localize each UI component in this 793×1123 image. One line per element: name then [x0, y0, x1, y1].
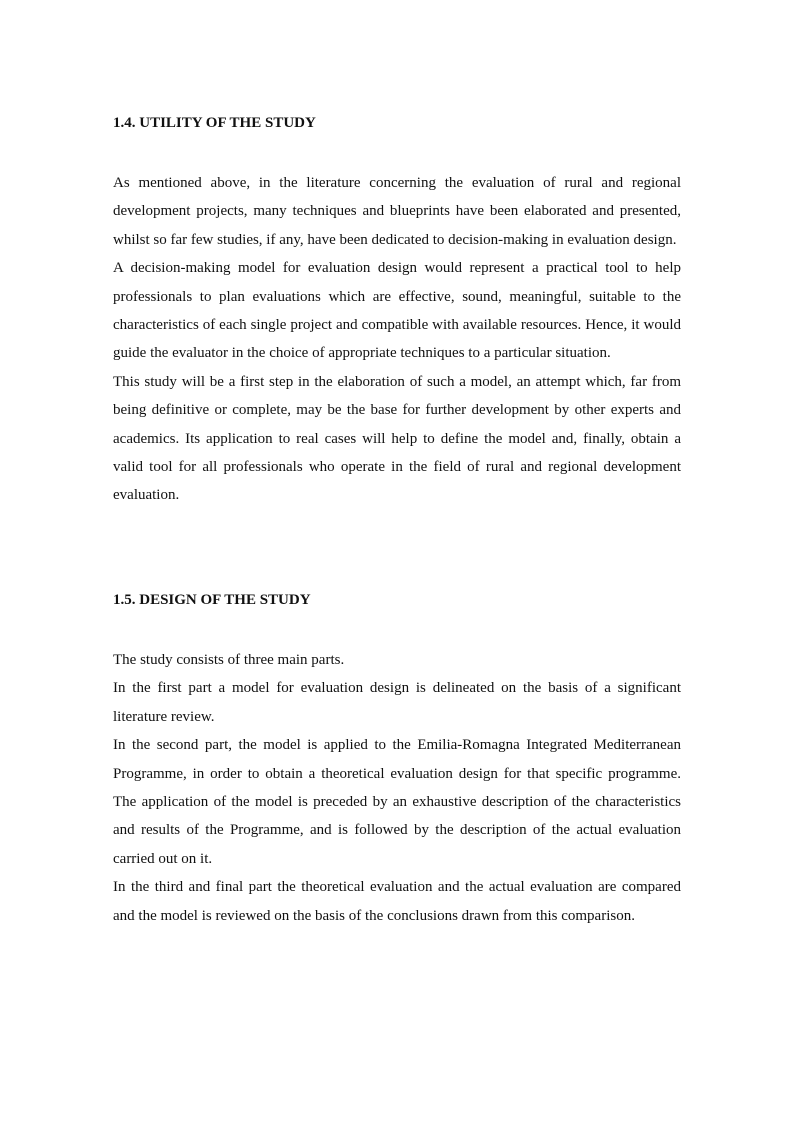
document-page — [113, 113, 681, 930]
paragraph: In the second part, the model is applied to the Emilia-Romagna Integrated Mediterranean Programme, in order to obtain a theoretical evaluation design for that specific programme. The application of the model is preceded by an exhaustive description of the characteristics and results of the Programme, and is followed by the description of the actual evaluation carried out on it. — [113, 737, 681, 867]
paragraph: This study will be a first step in the elaboration of such a model, an attempt which, far from being definitive or complete, may be the base for further development by other experts and academics. Its application to real cases will help to define the model and, finally, obtain a valid tool for all professionals who operate in the field of rural and regional development evaluation. — [113, 373, 681, 504]
paragraph: A decision-making model for evaluation design would represent a practical tool to help professionals to plan evaluations which are effective, sound, meaningful, suitable to the characteristics of each single project and compatible with available resources. Hence, it would guide the evaluator in the choice of appropriate techniques to a particular situation. — [113, 260, 681, 362]
section-body-utility — [113, 169, 681, 510]
paragraph: As mentioned above, in the literature concerning the evaluation of rural and regional development projects, many techniques and blueprints have been elaborated and presented, whilst so far few studies, if any, have been dedicated to decision-making in evaluation design. — [113, 175, 681, 248]
paragraph: In the first part a model for evaluation design is delineated on the basis of a significant literature review. — [113, 680, 681, 725]
section-body-design — [113, 646, 681, 930]
paragraph: The study consists of three main parts. — [113, 651, 345, 668]
section-heading-utility: 1.4. UTILITY OF THE STUDY — [113, 115, 316, 131]
paragraph: In the third and final part the theoretical evaluation and the actual evaluation are compared and the model is reviewed on the basis of the conclusions drawn from this comparison. — [113, 879, 681, 924]
section-heading-design: 1.5. DESIGN OF THE STUDY — [113, 591, 311, 608]
